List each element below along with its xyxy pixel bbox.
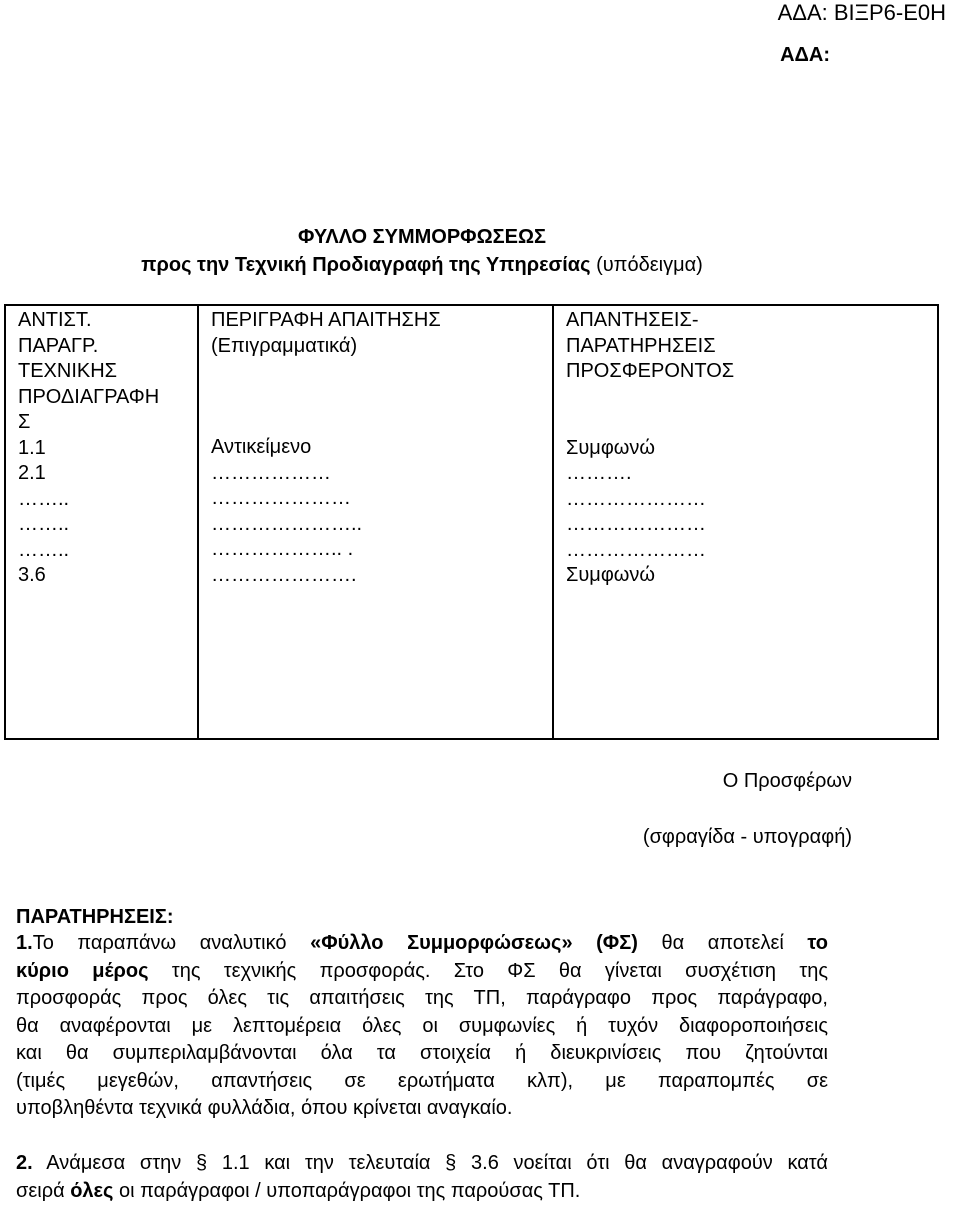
col1-header-line: ΠΡΟΔΙΑΓΡΑΦΗ <box>18 385 197 411</box>
col2-row: …………………. <box>211 563 552 589</box>
note-number: 2. <box>16 1152 33 1174</box>
note-1 <box>16 930 828 1123</box>
note-text: 1.1 και την τελευταία <box>207 1152 445 1174</box>
col3-header-line: ΑΠΑΝΤΗΣΕΙΣ- <box>566 308 937 334</box>
note-text-bold: όλες <box>70 1180 113 1202</box>
ada-label: ΑΔΑ: <box>780 44 830 67</box>
col3-row: Συμφωνώ <box>566 563 937 589</box>
col2-row: ………………….. <box>211 512 552 538</box>
notes-title: ΠΑΡΑΤΗΡΗΣΕΙΣ: <box>16 906 174 929</box>
subtitle-normal: (υπόδειγμα) <box>596 254 703 276</box>
note-line: θα αναφέρονται με λεπτομέρεια όλες οι συμφωνίες ή τυχόν διαφοροποιήσεις <box>16 1013 828 1041</box>
col1-header-line: Σ <box>18 410 197 436</box>
note-text-bold: «Φύλλο Συμμορφώσεως» (ΦΣ) <box>310 932 638 954</box>
note-line <box>16 930 828 958</box>
section-sign-icon: § <box>445 1152 456 1174</box>
col3-cell <box>553 305 938 739</box>
col1-header-line: ΑΝΤΙΣΤ. <box>18 308 197 334</box>
note-text: οι παράγραφοι / υποπαράγραφοι της παρούσας ΤΠ. <box>113 1180 580 1202</box>
document-title: ΦΥΛΛΟ ΣΥΜΜΟΡΦΩΣΕΩΣ <box>0 226 844 249</box>
note-line: προσφοράς προς όλες τις απαιτήσεις της ΤΠ, παράγραφο προς παράγραφο, <box>16 985 828 1013</box>
col1-row: 1.1 <box>18 436 197 462</box>
col2-header-line: (Επιγραμματικά) <box>211 334 552 360</box>
col3-row: ………. <box>566 461 937 487</box>
section-sign-icon: § <box>196 1152 207 1174</box>
col2-header-line: ΠΕΡΙΓΡΑΦΗ ΑΠΑΙΤΗΣΗΣ <box>211 308 552 334</box>
note-text-bold: κύριο μέρος <box>16 960 149 982</box>
col3-row: ………………… <box>566 512 937 538</box>
note-number: 1. <box>16 932 33 954</box>
document-subtitle <box>0 254 844 277</box>
subtitle-bold: προς την Τεχνική Προδιαγραφή της Υπηρεσίας <box>141 254 590 276</box>
col1-cell <box>5 305 198 739</box>
col2-row: ……………… <box>211 461 552 487</box>
col2-row: ……………….. . <box>211 537 552 563</box>
col1-row: …….. <box>18 512 197 538</box>
col1-row: …….. <box>18 487 197 513</box>
col1-header-line: ΤΕΧΝΙΚΗΣ <box>18 359 197 385</box>
note-text-bold: το <box>807 932 828 954</box>
note-text: της τεχνικής προσφοράς. Στο ΦΣ θα γίνεται συσχέτιση της <box>149 960 829 982</box>
col2-row: Αντικείμενο <box>211 435 552 461</box>
col1-row: …….. <box>18 538 197 564</box>
col3-row: ………………… <box>566 487 937 513</box>
note-line: και θα συμπεριλαμβάνονται όλα τα στοιχεία ή διευκρινίσεις που ζητούνται <box>16 1040 828 1068</box>
col2-row: ………………… <box>211 486 552 512</box>
ada-code: ΑΔΑ: ΒΙΞΡ6-Ε0Η <box>778 0 946 26</box>
note-line <box>16 1150 828 1178</box>
col3-row: Συμφωνώ <box>566 436 937 462</box>
col2-cell <box>198 305 553 739</box>
col3-header-line: ΠΑΡΑΤΗΡΗΣΕΙΣ <box>566 334 937 360</box>
note-line: (τιμές μεγεθών, απαντήσεις σε ερωτήματα κλπ), με παραπομπές σε <box>16 1068 828 1096</box>
note-text: Το παραπάνω αναλυτικό <box>33 932 310 954</box>
col1-row: 2.1 <box>18 461 197 487</box>
col3-header-line: ΠΡΟΣΦΕΡΟΝΤΟΣ <box>566 359 937 385</box>
note-line: υποβληθέντα τεχνικά φυλλάδια, όπου κρίνεται αναγκαίο. <box>16 1095 828 1123</box>
note-2 <box>16 1150 828 1205</box>
note-text: Ανάμεσα στην <box>33 1152 196 1174</box>
note-text: σειρά <box>16 1180 70 1202</box>
col3-row: ………………… <box>566 538 937 564</box>
note-text: 3.6 νοείται ότι θα αναγραφούν κατά <box>456 1152 828 1174</box>
note-line <box>16 958 828 986</box>
col1-header-line: ΠΑΡΑΓΡ. <box>18 334 197 360</box>
note-text: θα αποτελεί <box>638 932 808 954</box>
stamp-signature-label: (σφραγίδα - υπογραφή) <box>0 826 852 849</box>
offerer-label: Ο Προσφέρων <box>0 770 852 793</box>
compliance-table <box>4 304 939 740</box>
col1-row: 3.6 <box>18 563 197 589</box>
